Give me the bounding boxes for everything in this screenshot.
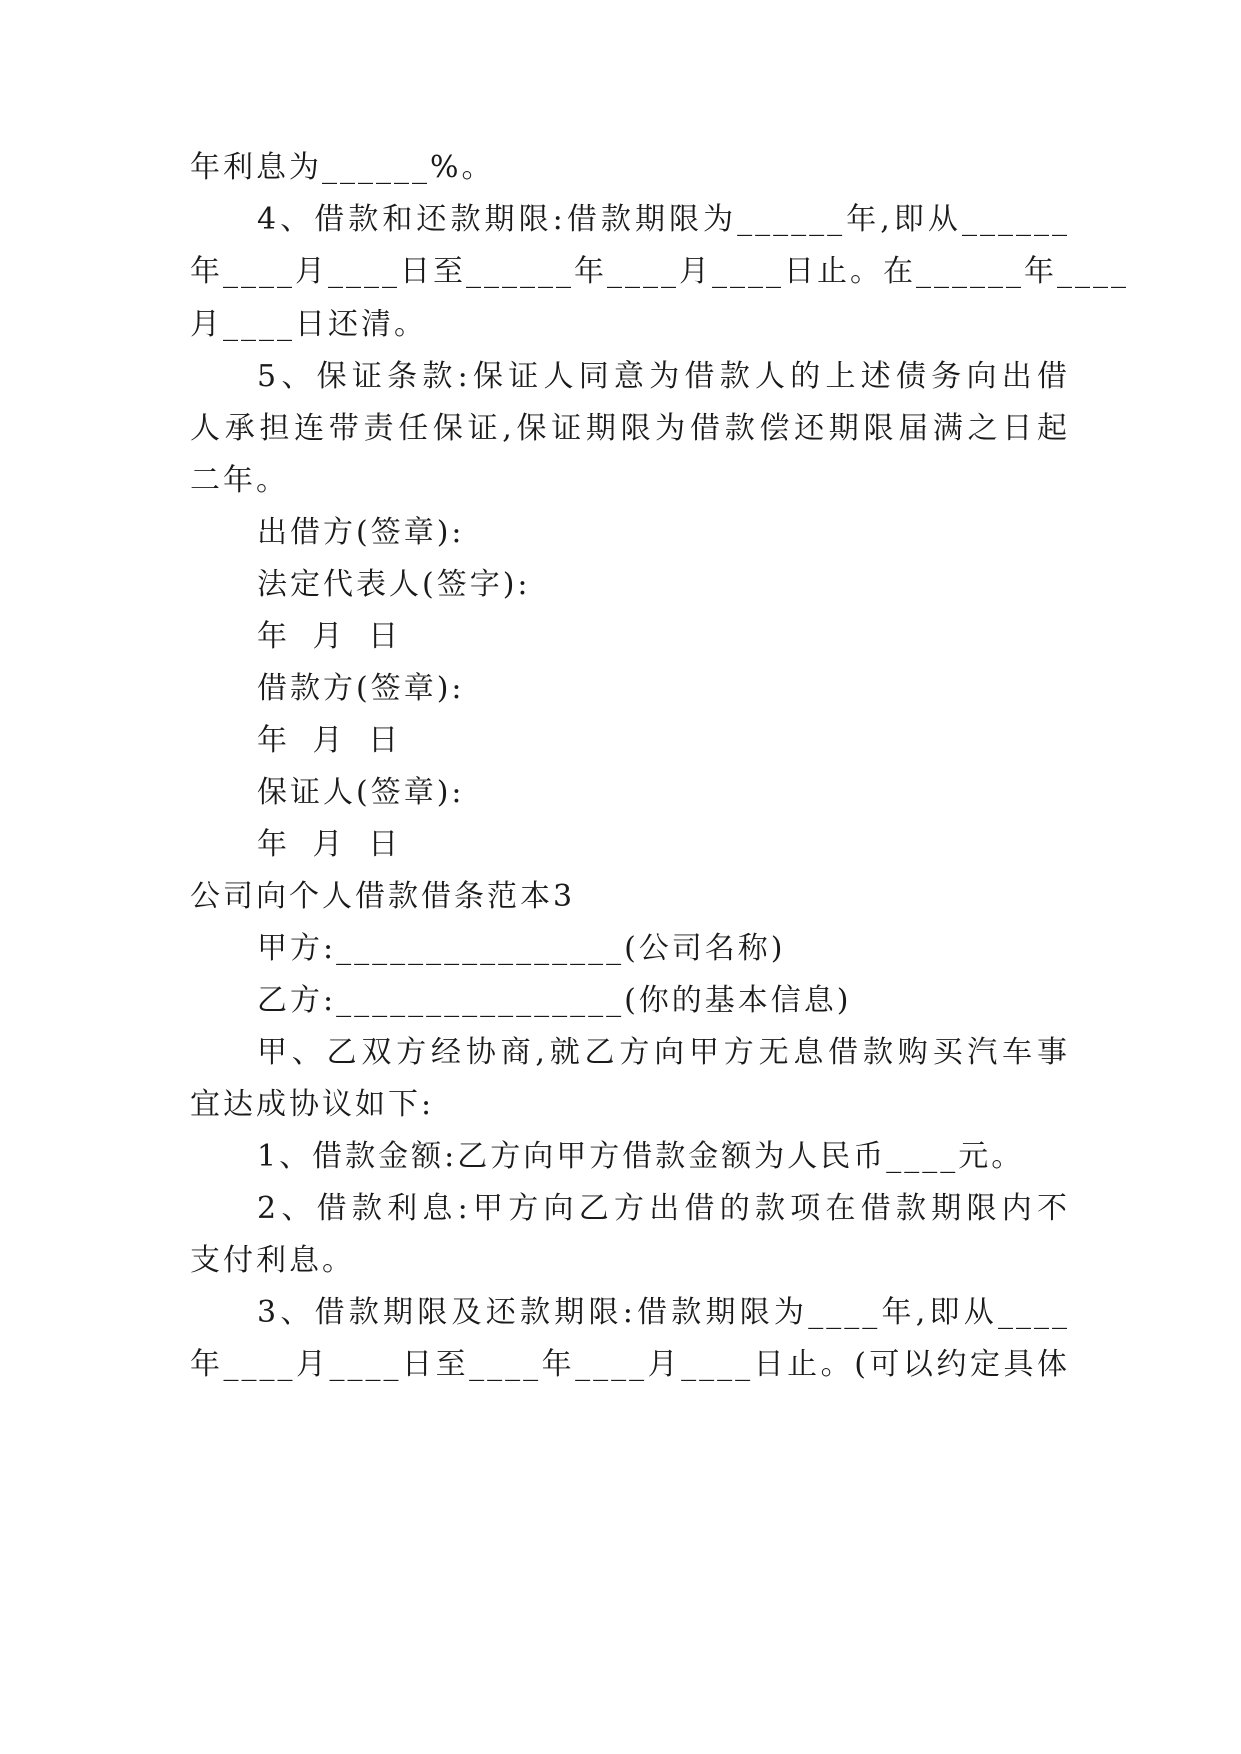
text-line: 借款方(签章): <box>257 671 465 706</box>
text-line: 甲、乙双方经协商,就乙方向甲方无息借款购买汽车事 <box>257 1035 1070 1070</box>
text-line: 年 月 日 <box>257 827 402 862</box>
text-line: 年 月 日 <box>257 619 402 654</box>
text-line: 年____月____日至____年____月____日止。(可以约定具体 <box>190 1347 1070 1382</box>
text-line: 2、借款利息:甲方向乙方出借的款项在借款期限内不 <box>257 1191 1070 1226</box>
text-line: 法定代表人(签字): <box>257 567 531 602</box>
text-line: 3、借款期限及还款期限:借款期限为____年,即从____ <box>257 1295 1070 1330</box>
text-line: 5、保证条款:保证人同意为借款人的上述债务向出借 <box>257 359 1070 394</box>
text-line: 二年。 <box>190 463 289 498</box>
text-line: 月____日还清。 <box>190 307 427 342</box>
section-heading: 公司向个人借款借条范本3 <box>190 879 576 914</box>
text-line: 年利息为______%。 <box>190 150 495 185</box>
text-line: 年 月 日 <box>257 723 402 758</box>
text-line: 支付利息。 <box>190 1243 355 1278</box>
text-line: 人承担连带责任保证,保证期限为借款偿还期限届满之日起 <box>190 411 1070 446</box>
text-line: 出借方(签章): <box>257 515 465 550</box>
text-line: 1、借款金额:乙方向甲方借款金额为人民币____元。 <box>257 1139 1025 1174</box>
text-line: 乙方:________________(你的基本信息) <box>257 983 852 1018</box>
text-line: 保证人(签章): <box>257 775 465 810</box>
text-line: 年____月____日至______年____月____日止。在______年____ <box>190 254 1129 289</box>
text-line: 甲方:________________(公司名称) <box>257 931 786 966</box>
text-line: 4、借款和还款期限:借款期限为______年,即从______ <box>257 202 1070 237</box>
text-line: 宜达成协议如下: <box>190 1087 435 1122</box>
